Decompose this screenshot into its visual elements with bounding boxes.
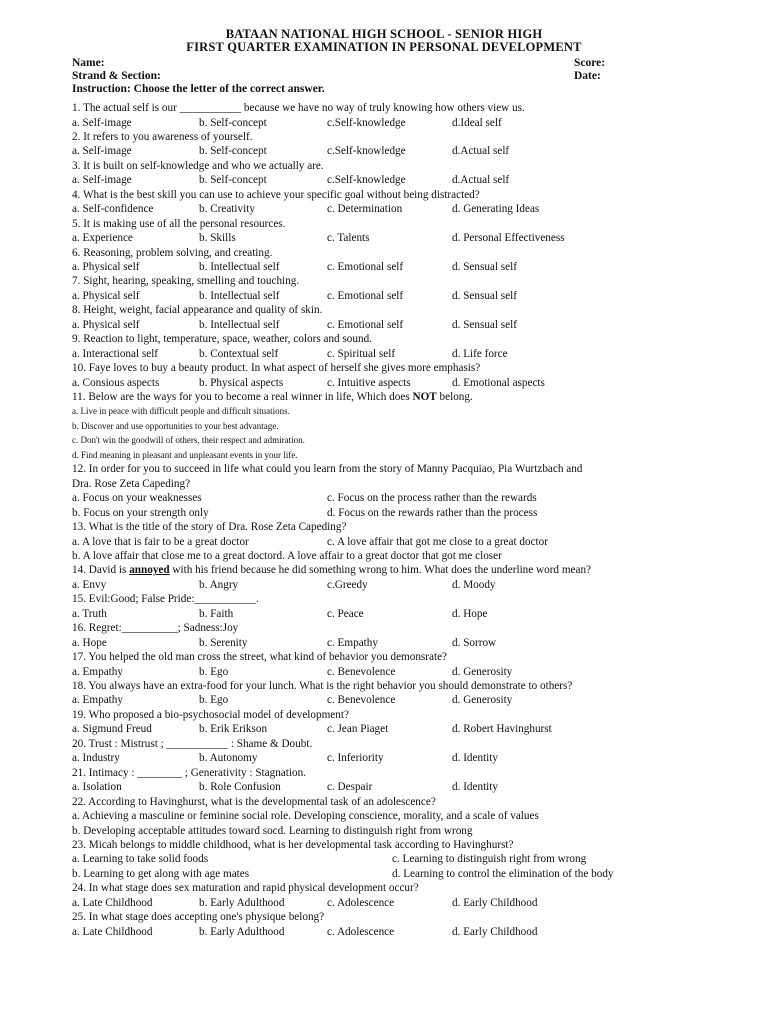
answer-option: d. Generating Ideas [452,203,540,216]
answer-option: a. Late Childhood [72,925,153,938]
score-label: Score: [574,57,606,69]
answer-option: c. Learning to distinguish right from wrong [392,853,587,866]
date-label: Date: [574,70,601,82]
question-line [72,390,473,405]
answer-option: a. A love that is fair to be a great doctor [72,535,249,548]
answer-option: b. Learning to get along with age mates [72,867,250,880]
answer-option: b. Contextual self [199,347,279,360]
answer-option: c. Emotional self [327,260,404,273]
question-line [72,563,591,578]
question-line: 25. In what stage does accepting one's physique belong? [72,911,325,924]
answer-option: d. Sensual self [452,289,517,302]
question-line: 6. Reasoning, problem solving, and creating. [72,246,273,259]
school-title: BATAAN NATIONAL HIGH SCHOOL - SENIOR HIGH [225,27,543,41]
question-line: 16. Regret:__________; Sadness:Joy [72,622,239,635]
question-line: 12. In order for you to succeed in life what could you learn from the story of Manny Pacquiao, Pia Wurtzbach and [72,463,583,476]
instruction-text: Instruction: Choose the letter of the correct answer. [72,83,325,95]
answer-option: c. Talents [327,232,370,244]
question-line: 22. According to Havinghurst, what is the developmental task of an adolescence? [72,795,436,808]
answer-option: d. Generosity [452,665,513,678]
answer-option: d.Actual self [452,145,510,158]
question-line: Dra. Rose Zeta Capeding? [72,477,191,490]
answer-option: a. Self-confidence [72,203,154,216]
answer-option: d. Life force [452,347,508,360]
option-line: d. Find meaning in pleasant and unpleasant events in your life. [72,449,298,460]
question-line: 10. Faye loves to buy a beauty product. In what aspect of herself she gives more emphasis? [72,362,481,375]
answer-option: d. Identity [452,781,498,794]
answer-option: c. Inferiority [327,752,384,765]
answer-option: a. Consious aspects [72,376,160,389]
answer-option: d. Learning to control the elimination of the body [392,867,614,880]
answer-option: d. Moody [452,578,496,591]
answer-option: c. Emotional self [327,289,404,302]
strand-section-label: Strand & Section: [72,70,161,82]
answer-option: c. Spiritual self [327,347,396,360]
answer-option: d.Actual self [452,174,510,187]
question-line: 23. Micah belongs to middle childhood, what is her developmental task according to Havinghurst? [72,838,514,851]
answer-option: b. Self-concept [199,116,267,129]
exam-title: FIRST QUARTER EXAMINATION IN PERSONAL DEVELOPMENT [186,40,582,54]
answer-option: a. Interactional self [72,347,159,360]
question-line: 5. It is making use of all the personal resources. [72,217,286,230]
question-line: 7. Sight, hearing, speaking, smelling and touching. [72,275,300,288]
answer-option: d.Ideal self [452,116,502,129]
answer-option: c. Emotional self [327,318,404,331]
answer-option: d. Emotional aspects [452,376,545,389]
answer-option: a. Self-image [72,174,132,187]
answer-option: c. Adolescence [327,896,395,909]
answer-option: b. Ego [199,694,229,707]
option-line: c. Don't win the goodwill of others, their respect and admiration. [72,435,305,446]
question-text: 11. Below are the ways for you to become a real winner in life, Which does [72,391,413,403]
answer-option: c. Benevolence [327,665,396,678]
answer-option: a. Experience [72,232,133,244]
answer-option: c. A love affair that got me close to a great doctor [327,535,548,548]
answer-option: d. Focus on the rewards rather than the process [327,506,538,519]
question-line: 20. Trust : Mistrust ; ___________ : Shame & Doubt. [72,737,313,750]
answer-option: b. Erik Erikson [199,723,268,736]
answer-option: b. Serenity [199,636,248,649]
answer-option: d. Early Childhood [452,896,538,909]
answer-option: c. Empathy [327,636,378,649]
question-text: 14. David is [72,564,130,577]
question-line: 4. What is the best skill you can use to achieve your specific goal without being distracted? [72,188,480,201]
question-line: a. Achieving a masculine or feminine social role. Developing conscience, morality, and a scale of values [72,810,539,822]
answer-option: a. Isolation [72,781,122,794]
answer-option: a. Industry [72,752,120,765]
answer-option: c. Determination [327,203,403,216]
answer-option: c.Self-knowledge [327,145,406,158]
answer-option: b. Intellectual self [199,289,280,302]
answer-option: a. Empathy [72,694,123,707]
answer-option: a. Empathy [72,665,123,678]
answer-option: c. Peace [327,607,364,620]
underlined-word: annoyed [129,564,170,577]
answer-option: c.Self-knowledge [327,116,406,129]
answer-option: d. Early Childhood [452,925,538,938]
answer-option: b. Early Adulthood [199,925,285,938]
answer-option: d. Robert Havinghurst [452,723,552,736]
answer-option: a. Physical self [72,260,140,273]
answer-option: a. Learning to take solid foods [72,853,209,866]
emphasis-text: NOT [412,391,437,403]
question-text: with his friend because he did something wrong to him. What does the underline word mean? [169,564,592,577]
answer-option: c.Self-knowledge [327,174,406,187]
question-line: b. A love affair that close me to a great doctord. A love affair to a great doctor that got me closer [72,550,502,562]
question-line: 3. It is built on self-knowledge and who we actually are. [72,159,324,172]
answer-option: c.Greedy [327,578,368,591]
answer-option: b. Faith [199,607,234,620]
answer-option: b. Angry [199,578,239,591]
question-text: belong. [436,391,473,403]
option-line: b. Discover and use opportunities to your best advantage. [72,420,279,431]
answer-option: a. Focus on your weaknesses [72,492,202,505]
answer-option: d. Identity [452,752,498,765]
question-line: 15. Evil:Good; False Pride:___________. [72,593,259,606]
answer-option: a. Envy [72,578,107,591]
answer-option: c. Benevolence [327,694,396,707]
answer-option: b. Physical aspects [199,376,284,389]
answer-option: b. Focus on your strength only [72,506,209,519]
answer-option: b. Ego [199,665,229,678]
question-line: 1. The actual self is our ___________ because we have no way of truly knowing how others view us. [72,102,525,114]
answer-option: d. Personal Effectiveness [452,232,565,244]
answer-option: d. Sorrow [452,636,497,649]
answer-option: a. Truth [72,607,107,620]
answer-option: c. Adolescence [327,925,395,938]
question-line: 21. Intimacy : ________ ; Generativity : Stagnation. [72,766,306,779]
answer-option: c. Jean Piaget [327,723,389,736]
answer-option: a. Self-image [72,145,132,158]
answer-option: a. Self-image [72,116,132,129]
answer-option: b. Intellectual self [199,260,280,273]
question-line: 18. You always have an extra-food for your lunch. What is the right behavior you should demonstrate to others? [72,680,573,692]
name-label: Name: [72,57,105,69]
answer-option: b. Self-concept [199,145,267,158]
answer-option: d. Hope [452,607,488,620]
answer-option: b. Role Confusion [199,781,281,794]
answer-option: a. Sigmund Freud [72,723,152,736]
answer-option: b. Creativity [199,203,255,216]
answer-option: b. Autonomy [199,752,258,765]
answer-option: d. Sensual self [452,260,517,273]
question-line: 19. Who proposed a bio-psychosocial model of development? [72,708,349,721]
question-line: 24. In what stage does sex maturation and rapid physical development occur? [72,882,419,895]
question-line: 17. You helped the old man cross the street, what kind of behavior you demonsrate? [72,651,448,664]
question-line: b. Developing acceptable attitudes toward socd. Learning to distinguish right from wrong [72,824,473,837]
question-line: 8. Height, weight, facial appearance and quality of skin. [72,304,323,317]
answer-option: b. Skills [199,232,236,244]
answer-option: c. Despair [327,781,373,794]
question-line: 9. Reaction to light, temperature, space, weather, colors and sound. [72,333,372,346]
answer-option: a. Physical self [72,289,140,302]
answer-option: b. Early Adulthood [199,896,285,909]
answer-option: a. Hope [72,636,107,649]
question-line: 13. What is the title of the story of Dra. Rose Zeta Capeding? [72,521,347,533]
answer-option: d. Generosity [452,694,513,707]
answer-option: d. Sensual self [452,318,517,331]
option-line: a. Live in peace with difficult people and difficult situations. [72,406,290,417]
answer-option: c. Intuitive aspects [327,376,411,389]
answer-option: a. Late Childhood [72,896,153,909]
answer-option: b. Self-concept [199,174,267,187]
answer-option: b. Intellectual self [199,318,280,331]
answer-option: c. Focus on the process rather than the rewards [327,492,537,505]
answer-option: a. Physical self [72,318,140,331]
question-line: 2. It refers to you awareness of yourself. [72,130,253,143]
